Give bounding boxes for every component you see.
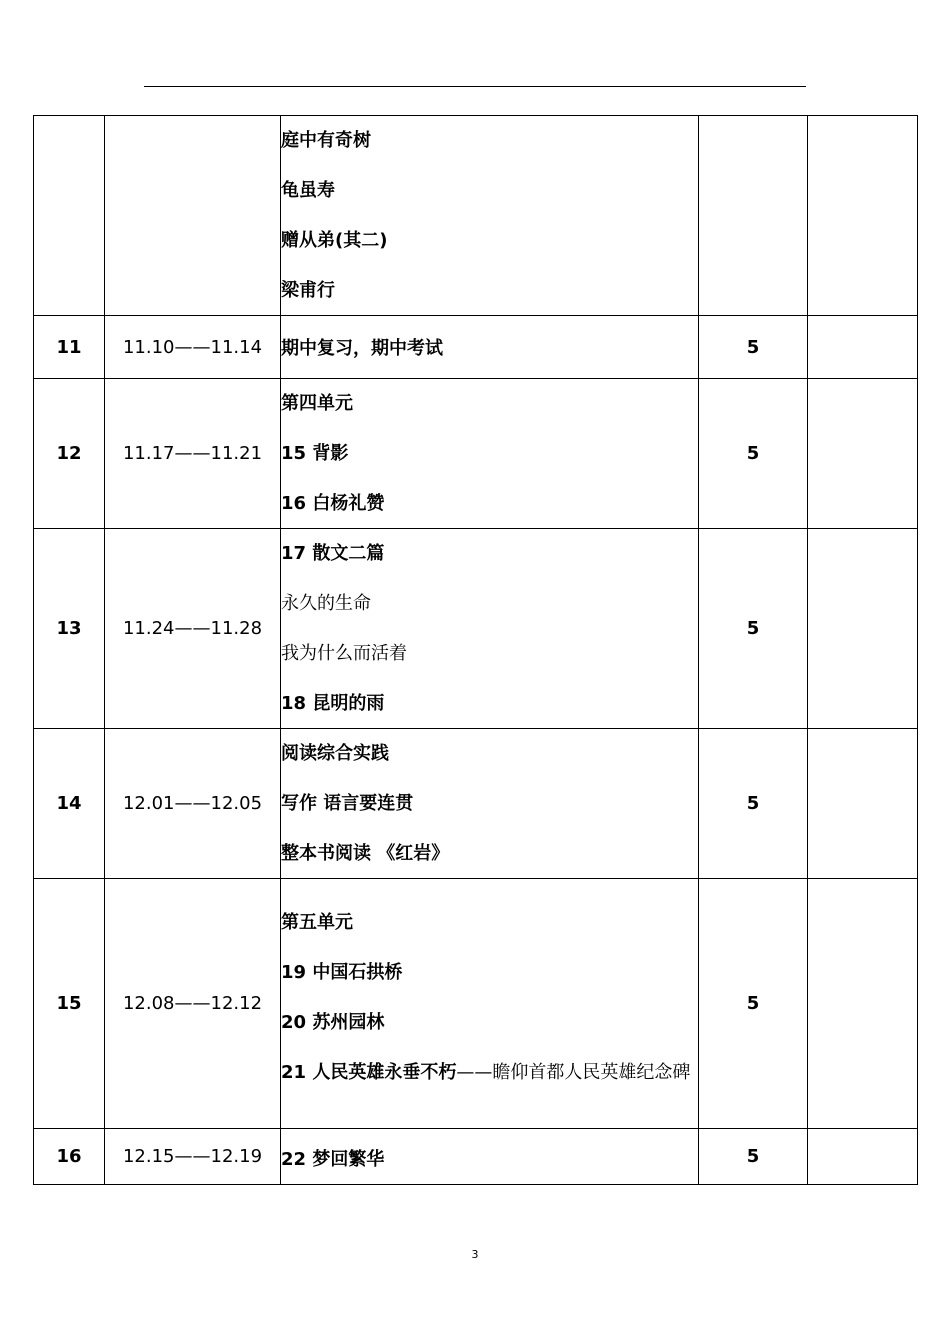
notes-cell [808,729,918,879]
date-cell: 11.10——11.14 [105,316,281,379]
hours-cell: 5 [699,529,808,729]
lesson-line: 期中复习，期中考试 [281,338,443,359]
week-cell: 11 [34,316,105,379]
notes-cell [808,116,918,316]
lesson-line: 17 散文二篇 [281,542,385,564]
lesson-line: 16 白杨礼赞 [281,492,385,514]
lesson-line: 永久的生命 [281,592,371,614]
lesson-title: 21 人民英雄永垂不朽 [281,1062,457,1083]
lesson-line: 19 中国石拱桥 [281,962,403,983]
table-row [34,729,918,879]
lesson-line: 庭中有奇树 [281,129,371,151]
date-cell: 11.17——11.21 [105,379,281,529]
content-cell [281,879,699,1129]
notes-cell [808,1129,918,1185]
content-cell [281,379,699,529]
notes-cell [808,879,918,1129]
lesson-line: 22 梦回繁华 [281,1148,385,1170]
header-rule [144,86,806,87]
lesson-line [281,1048,698,1098]
lesson-line: 第四单元 [281,392,353,414]
lesson-line: 我为什么而活着 [281,642,407,664]
lesson-line: 20 苏州园林 [281,1012,385,1033]
table-row [34,879,918,1129]
lesson-line: 阅读综合实践 [281,742,389,764]
content-cell [281,116,699,316]
date-cell: 12.01——12.05 [105,729,281,879]
lesson-line: 15 背影 [281,442,349,464]
table-row [34,1129,918,1185]
content-cell [281,316,699,379]
content-cell [281,1129,699,1185]
hours-cell: 5 [699,1129,808,1185]
table-row [34,379,918,529]
hours-cell: 5 [699,729,808,879]
lesson-subtitle: ——瞻仰首都人民英雄纪念碑 [456,1062,691,1083]
lesson-line: 18 昆明的雨 [281,692,385,714]
hours-cell: 5 [699,379,808,529]
hours-cell: 5 [699,879,808,1129]
week-cell: 14 [34,729,105,879]
lesson-line: 写作 语言要连贯 [281,792,414,814]
lesson-line: 整本书阅读 《红岩》 [281,842,450,864]
lesson-line: 第五单元 [281,912,353,933]
date-cell: 12.15——12.19 [105,1129,281,1185]
table-row [34,529,918,729]
week-cell: 13 [34,529,105,729]
table-row [34,116,918,316]
lesson-line: 梁甫行 [281,279,335,301]
hours-cell [699,116,808,316]
hours-cell: 5 [699,316,808,379]
table-row [34,316,918,379]
week-cell: 16 [34,1129,105,1185]
notes-cell [808,379,918,529]
date-cell: 11.24——11.28 [105,529,281,729]
notes-cell [808,316,918,379]
week-cell: 15 [34,879,105,1129]
notes-cell [808,529,918,729]
date-cell: 12.08——12.12 [105,879,281,1129]
page-number: 3 [471,1248,479,1261]
date-cell [105,116,281,316]
lesson-line: 赠从弟(其二) [281,229,388,251]
week-cell [34,116,105,316]
week-cell: 12 [34,379,105,529]
schedule-table [33,115,918,1185]
content-cell [281,529,699,729]
lesson-line: 龟虽寿 [281,179,335,201]
content-cell [281,729,699,879]
